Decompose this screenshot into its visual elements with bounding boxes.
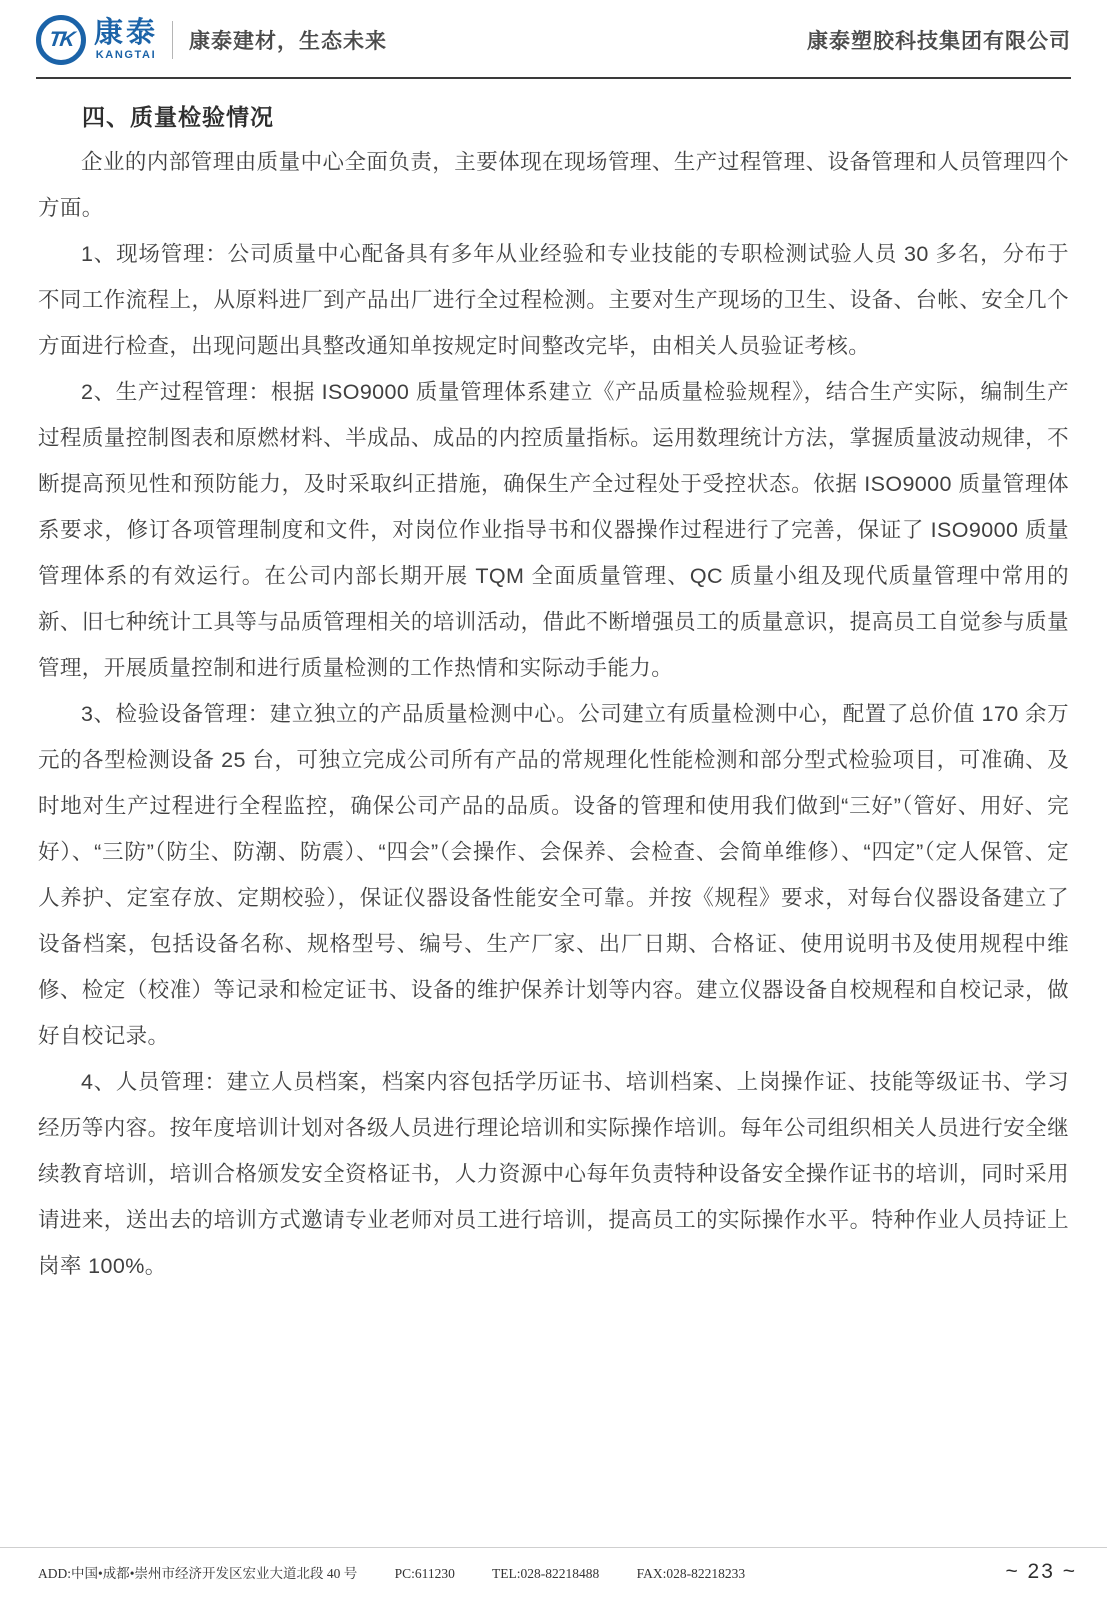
footer-contact-info	[38, 1562, 745, 1582]
footer-tel: TEL:028-82218488	[491, 1566, 600, 1581]
page-header	[36, 0, 1071, 79]
paragraph-process-management: 2、生产过程管理：根据 ISO9000 质量管理体系建立《产品质量检验规程》，结合生产实际，编制生产过程质量控制图表和原燃材料、半成品、成品的内控质量指标。运用数理统计方法，掌握质量波动规律，不断提高预见性和预防能力，及时采取纠正措施，确保生产全过程处于受控状态。依据 ISO9000 质量管理体系要求，修订各项管理制度和文件，对岗位作业指导书和仪器操作过程进行了完善，保证了 ISO9000 质量管理体系的有效运行。在公司内部长期开展 TQM 全面质量管理、QC 质量小组及现代质量管理中常用的新、旧七种统计工具等与品质管理相关的培训活动，借此不断增强员工的质量意识，提高员工自觉参与质量管理，开展质量控制和进行质量检测的工作热情和实际动手能力。	[38, 380, 1069, 680]
paragraph-site-management: 1、现场管理：公司质量中心配备具有多年从业经验和专业技能的专职检测试验人员 30 多名，分布于不同工作流程上，从原料进厂到产品出厂进行全过程检测。主要对生产现场的卫生、设备、台帐、安全几个方面进行检查，出现问题出具整改通知单按规定时间整改完毕，由相关人员验证考核。	[38, 242, 1069, 358]
page-number: ~ 23 ~	[1005, 1560, 1077, 1583]
document-body	[0, 79, 1107, 1289]
paragraph-personnel-management: 4、人员管理：建立人员档案，档案内容包括学历证书、培训档案、上岗操作证、技能等级证书、学习经历等内容。按年度培训计划对各级人员进行理论培训和实际操作培训。每年公司组织相关人员进行安全继续教育培训，培训合格颁发安全资格证书，人力资源中心每年负责特种设备安全操作证书的培训，同时采用请进来，送出去的培训方式邀请专业老师对员工进行培训，提高员工的实际操作水平。特种作业人员持证上岗率 100%。	[38, 1070, 1069, 1278]
paragraph-equipment-management: 3、检验设备管理：建立独立的产品质量检测中心。公司建立有质量检测中心，配置了总价值 170 余万元的各型检测设备 25 台，可独立完成公司所有产品的常规理化性能检测和部分型式检验项目，可准确、及时地对生产过程进行全程监控，确保公司产品的品质。设备的管理和使用我们做到“三好”（管好、用好、完好）、“三防”（防尘、防潮、防震）、“四会”（会操作、会保养、会检查、会简单维修）、“四定”（定人保管、定人养护、定室存放、定期校验），保证仪器设备性能安全可靠。并按《规程》要求，对每台仪器设备建立了设备档案，包括设备名称、规格型号、编号、生产厂家、出厂日期、合格证、使用说明书及使用规程中维修、检定（校准）等记录和检定证书、设备的维护保养计划等内容。建立仪器设备自校规程和自校记录，做好自校记录。	[38, 702, 1069, 1048]
logo-circle-icon	[36, 15, 86, 65]
footer-postcode: PC:611230	[394, 1566, 455, 1581]
company-logo	[36, 15, 387, 65]
section-title: 四、质量检验情况	[82, 104, 274, 130]
logo-name-en: KANGTAI	[95, 49, 157, 61]
paragraph-intro: 企业的内部管理由质量中心全面负责，主要体现在现场管理、生产过程管理、设备管理和人员管理四个方面。	[38, 150, 1069, 220]
footer-fax: FAX:028-82218233	[636, 1566, 746, 1581]
company-name: 康泰塑胶科技集团有限公司	[807, 30, 1071, 53]
page-footer	[0, 1547, 1107, 1600]
header-divider	[172, 21, 173, 59]
footer-address: ADD:中国•成都•崇州市经济开发区宏业大道北段 40 号	[38, 1566, 358, 1581]
logo-monogram: TK	[47, 28, 75, 51]
company-slogan: 康泰建材，生态未来	[189, 30, 388, 53]
logo-wordmark	[94, 19, 158, 61]
logo-name-cn: 康泰	[94, 17, 159, 49]
